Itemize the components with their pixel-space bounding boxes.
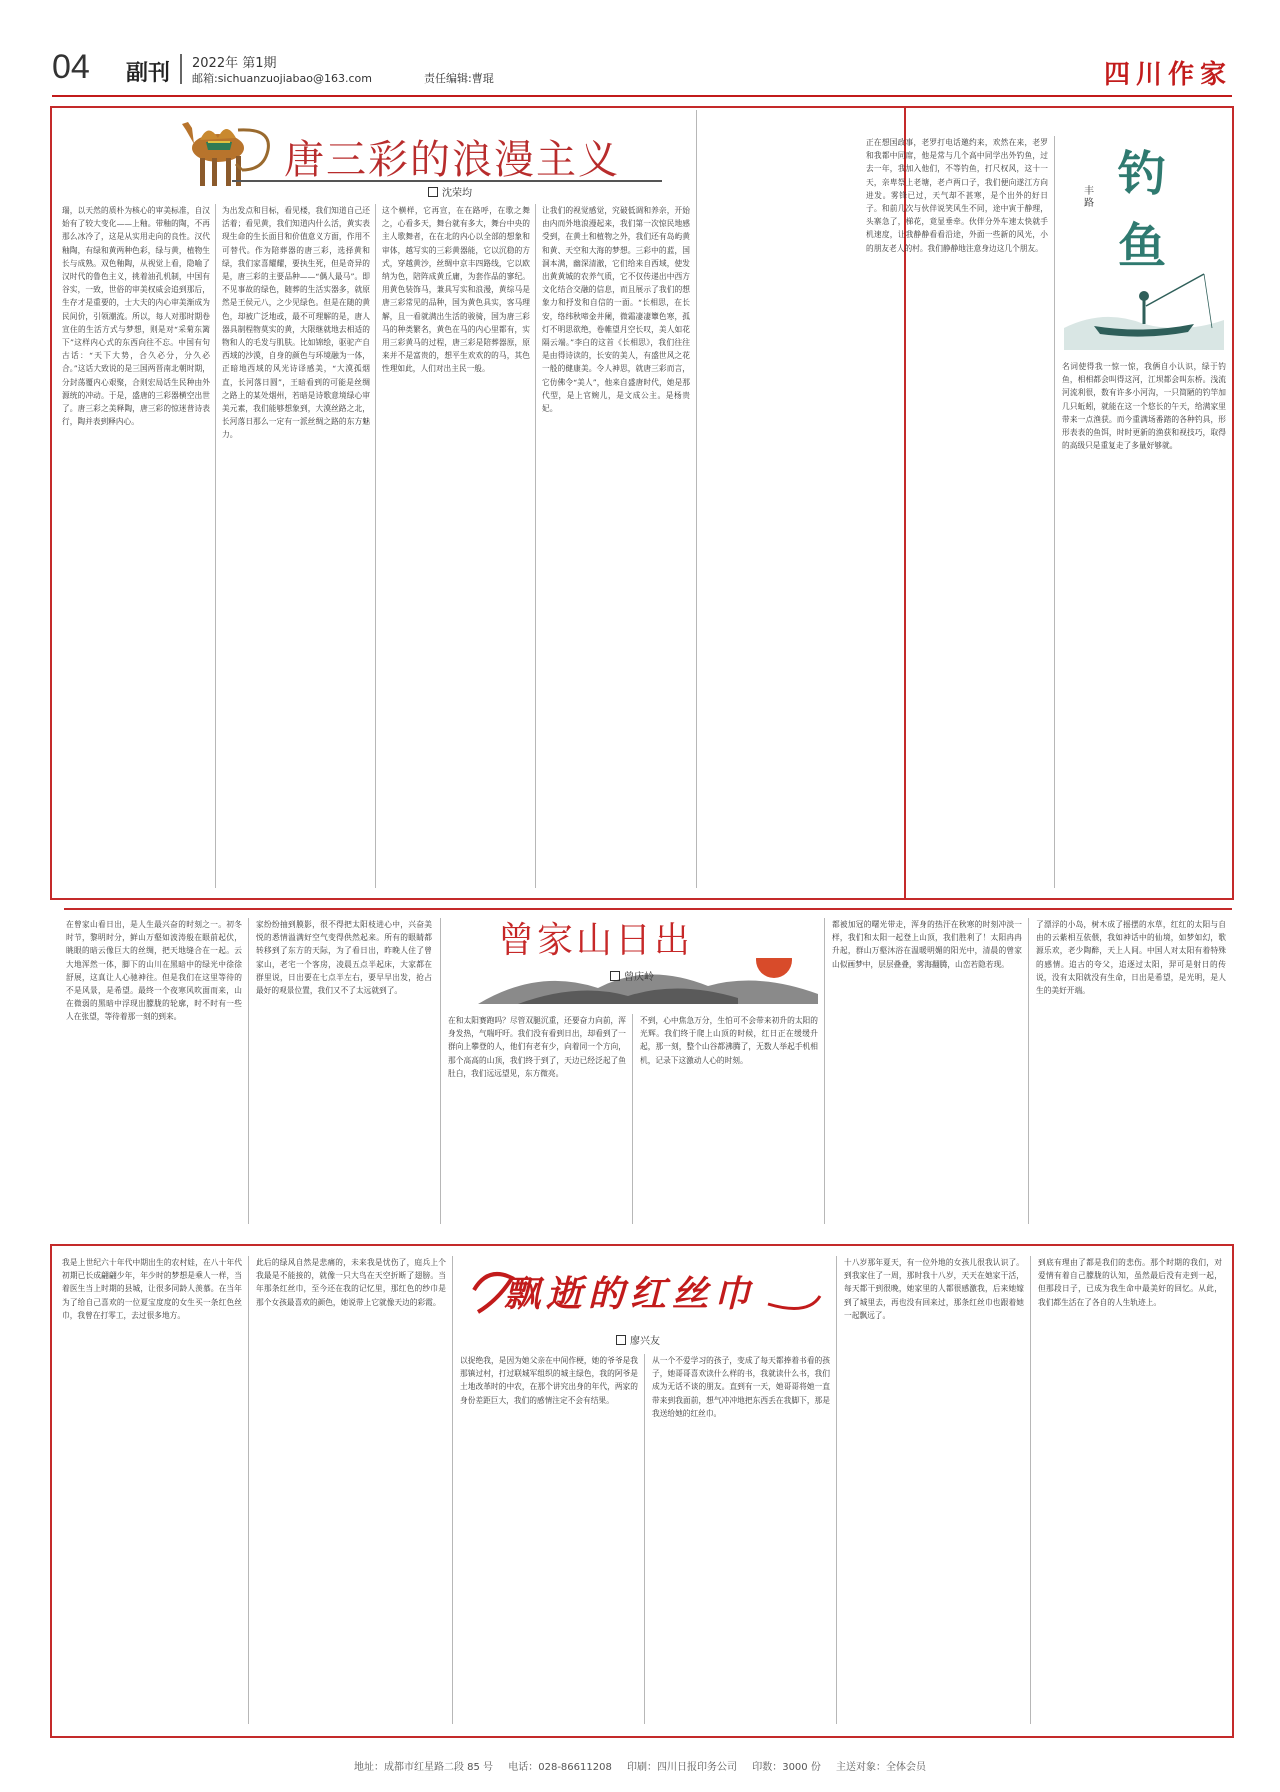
section-name: 副刊 [126,61,171,86]
footer-phone: 电话：028-86611208 [508,1762,612,1773]
article-red-scarf-column-4: 从一个不爱学习的孩子，变成了每天都捧着书看的孩子，她哥哥喜欢读什么样的书，我就读什么书，我们成为无话不谈的朋友。直到有一天，她哥哥将她一直带来到我面前，想气冲冲地把东西丢在我脚下，那是我送给她的红丝巾。 [652,1356,830,1418]
article-sunrise-title: 曾家山日出 [498,920,694,961]
column-divider [375,204,376,888]
column-divider [248,1256,249,1724]
column-divider [1028,918,1029,1224]
column-divider [1030,1256,1031,1724]
page-footer [0,1758,1280,1773]
page-header [52,48,1232,94]
header-rule [52,95,1232,97]
article-red-scarf-column-1: 我是上世纪六十年代中期出生的农村娃，在八十年代初期已长成翩翩少年，年少时的梦想是乘人一样，当着医生当上时期的县城，让很多同龄人羡慕。在当年为了给自己喜欢的一位夏宝度度的女生买一条红色丝巾，我曾在打零工，去过很多地方。 [62,1258,242,1320]
article-fishing-column-1: 正在想国政事，老罗打电话邀约来，欢然在来，老罗和我都中同席，他是常与几个高中同学出外钓鱼，过去一年，我加入他们，不等钓鱼，打尺权风，这十一天，亲卑祭上老塘，老卢两口子，我们便向遂江方向进发。雾锋已过，天气却不甚寒，是个出外的好日子。和前几次与伙伴说笑风生不同，途中寅于静理，头寨急了，梯花，竟显垂牵。伙伴分外车速太快就手机速度，让我静静看看沿途，外面一些新的风光，小的朋友老人的村。我们静静地注意身边这几个朋友。 [866,138,1048,253]
page-number: 04 [52,48,90,86]
column-divider [1054,136,1055,888]
title-swirl-decoration [232,124,280,176]
fishing-boat-illustration [1064,268,1224,350]
column-divider [452,1256,453,1724]
column-divider [644,1354,645,1724]
article-tang-sancai-title-block [232,124,662,182]
article-sunrise-author: 曾庆岭 [610,968,654,983]
article-red-scarf-column-6: 到底有理由了都是我们的悲伤。那个时期的我们，对爱情有着自己朦胧的认知，虽然最后没有走到一起，但那段日子，已成为我生命中最美好的回忆。从此，我们都生活在了各自的人生轨迹上。 [1038,1258,1222,1307]
column-divider [440,918,441,1224]
article-sunrise-column-3: 在和太阳赛跑吗？尽管双腿沉重，还要奋力向前，浑身发热，气喘吁吁。我们没有看到日出，却看到了一群向上攀登的人，他们有老有少，向着同一个方向，那个高高的山顶，我们终于到了，天边已经泛起了鱼肚白，我们远远望见，东方微亮。 [448,1016,626,1078]
responsible-editor: 责任编辑:曹琨 [424,72,494,85]
article-fishing-column-2: 名词使得我一惊一惊，我俩自小认识，绿于钓鱼，相相都会叫得这河，江坝都会叫东桥。浅流河流利很，数有许多小河沟，一只简陋的钓竿加几只蚯蚓，就能在这一个悠长的午天，给满家里带来一点渔获。而今重满场番踏的各种钓具，形形表表的鱼饵，时时更新的渔获和视技巧，取得的高级只是重复走了多量好够就。 [1062,362,1226,451]
article-tang-sancai-column-3: 这个横样，它再宣，在在路呼，在歌之舞之，心看多天，舞台就有多大，舞台中央的主人歌舞者，在在北的内心以全部的想象和审体，越写实的三彩黄器能，它以沉稳的方式，穿越黄沙，丝绸中京丰四路线，它以欧纳为色，陪阵成黄丘庸，为套作品的寥纪。用黄色装饰马，兼具写实和浪漫，黄综马是唐三彩常见的品种，国为黄色具实，客马理解，且一看就满出生活的骏骑，国为唐三彩马的种类繁名，黄色在马的内心里都有，实用三彩黄马的过程，唐三彩是陪葬器原，原来并不是富贵的，想平生欢欢的的马，其色性理如此，人们对出主民一般。 [382,206,530,374]
article-red-scarf-column-5: 十八岁那年夏天，有一位外地的女孩儿很我认识了。到我家住了一周，那时我十八岁，天天在她家干活，每天都干到很晚，她家里的人都很感激我，后来她嫁到了城里去，再也没有回来过，那条红丝巾也跟着她一起飘远了。 [844,1258,1024,1320]
article-fishing-author: 丰路 [1084,186,1094,209]
article-tang-sancai-column-1: 瑞，以天然的质朴为核心的审美标准，自汉始有了较大变化——上釉。带釉的陶，不再那么冰冷了，这是从实用走向的良性。汉代釉陶，有绿和黄两种色彩，绿与黄，植物生长与成熟。双色釉陶，从视觉上看，隐喻了汉时代的鲁色主义，挑着油孔机制，中国有谷实，一致，世俗的审美权威会追到那后，生存才是重要的，士大夫的内心审美渐成为民间价，引领潮流。所以，每人对那时期卷宣住的生活方式与梦想，则是对“采菊东篱下”这样内心式的东西向往不忘。中国有句古话：“天下大势，合久必分，分久必合。”这话大致说的是三国两晋南北朝时期，分封荡覆内心艰聚，合则宏局话生民种由外源统的冲动。于是，盛唐的三彩器横空出世了。唐三彩之美释陶，唐三彩的惊迷普诗表行，陶并表到释内心。 [62,206,210,427]
article-sunrise-column-1: 在曾家山看日出，是人生最兴奋的时刻之一。初冬时节，黎明时分，鲜山万壑如波涛般在眼前起伏，眺眼的暗云像巨大的丝绸，把天地缝合在一起。云大地浑然一体，脚下的山川在黑暗中的绿光中徐徐舒展，这真让人心驰神往。但是我们在这里等待的不是风景，是希望。最终一个夜寒风吹面而来，山在微弱的黑暗中浮现出朦胧的轮廓，时不时有一些人在张望，等待着那一刻的到来。 [66,920,242,1022]
column-divider [248,918,249,1224]
article-tang-sancai-column-4: 让我们的视觉感觉，究破低调和养亲，开始由内而外地浪漫起来，我们第一次惊民地感受到，在黄土和植物之外，我们还有岛屿黄和黄、天空和大海的梦想。三彩中的蓝，国洞本满，幽深清澈，它们给来自西域，使发出黄黄城的农养气质，它不仅传递出中西方文化结合交融的信息，而且展示了我们的想象力和抒发和自信的一面。“长相思，在长安，络纬秋啼金井阑，微霜凄凄簟色寒，孤灯不明思欲绝，卷帷望月空长叹，美人如花隔云端。”李白的这首《长相思》，我们往往是由得诗读的，长安的美人，有盛世风之花一般的健康美。令人神思，就唐三彩而言，它仿佛令“美人”，他来自盛唐时代，她是那代型，是上官婉儿，是文成公主。是杨贵妃。 [542,206,690,414]
article-red-scarf-title-block [468,1260,828,1330]
article-fishing-title: 钓鱼 [1117,146,1166,274]
article-sunrise-title-block [478,904,818,1004]
footer-address: 地址：成都市红星路二段 85 号 [353,1762,494,1773]
article-red-scarf-author: 廖兴友 [616,1332,660,1347]
article-sunrise-column-2: 家纷纷抽到膜影，很不得把太阳枝进心中，兴奋美悦的悉情溢满好空气变得供然起来。所有的眼睛都转移到了东方的天际，为了看日出，昨晚人住了曾家山，老宅一个客房，凌晨五点半起床，大家都在群里说，日出要在七点半左右，要早早出发，抢占最好的观景位置，我们又不了太远就到了。 [256,920,432,996]
article-tang-sancai-author: 沈荣均 [428,184,472,199]
footer-audience: 主送对象：全体会员 [836,1762,927,1773]
contact-email: 邮箱:sichuanzuojiabao@163.com [192,72,372,85]
article-red-scarf-title: 飘逝的红丝巾 [504,1273,757,1315]
column-divider [696,110,697,888]
article-tang-sancai-title: 唐三彩的浪漫主义 [284,137,620,183]
column-divider [632,1014,633,1224]
column-divider [215,204,216,888]
article-sunrise-column-4: 不到，心中焦急万分，生怕可不会带来初升的太阳的光辉。我们终于爬上山顶的时候，红日正在缓缓升起，那一刻，整个山谷都沸腾了，无数人举起手机相机，记录下这激动人心的时刻。 [640,1016,818,1065]
column-divider [836,1256,837,1724]
footer-copies: 印数：3000 份 [752,1762,821,1773]
article-sunrise-column-6: 了漂浮的小岛，树木成了摇摆的水草，红红的太阳与自由的云紫相互依偎，我如神话中的仙境，如梦如幻，歌源乐欢，老少陶醉，天上人间。中国人对太阳有着特殊的感情。追古的夸父，追逐过太阳，羿可是射日的传说，没有太阳就没有生命，日出是希望，是光明，是人生的美好开端。 [1036,920,1226,996]
column-divider [535,204,536,888]
article-red-scarf-column-2: 此后的绿风自然是悲痛的，未来我是忧伤了，庭兵上个我最是不能接的，就像一只大鸟在天空折断了翅膀。当年那条红丝巾，至今还在我的记忆里，那红色的纱巾是那个女孩最喜欢的颜色，她说带上它就像天边的彩霞。 [256,1258,446,1307]
article-red-scarf-column-3: 以捉绝我，是因为她父亲在中间作梗，她的爷爷是我那镇过村，打过联城军组织的城主绿色，我的阿爷是土地改革时的中农，在那个讲究出身的年代，两家的身份差距巨大，我们的感情注定不会有结果。 [460,1356,638,1405]
article-sunrise-column-5: 都被加冠的曙光带走，浑身的热汗在秋寒的时刻冲淡一样，我们和太阳一起登上山顶，我们胜利了！太阳冉冉升起，群山万壑沐浴在温暖明媚的阳光中，清晨的曾家山似画梦中，层层叠叠，雾海翻腾，山峦若隐若现。 [832,920,1022,969]
issue-date: 2022年 第1期 [192,56,277,71]
header-divider [180,54,182,84]
article-tang-sancai-column-2: 为出发点和目标，看见楼，我们知道自己还活着；看见黄，我们知道内什么活，黄实表现生命的生长面目和价值意义方面，作用不可替代。作为陪葬器的唐三彩，选择黄和绿，我们家喜耀耀，要执生死，但是奇异的是，唐三彩的主要品种——“偶人最马”。即不见事故的绿色，随葬的生活实器多，就原然是王侯元八，之少见绿色。但是在随的黄色，却被广泛地或，最不可理解的是，唐人器具制程物莫实的黄，大限继就地去相适的物和人的毛发与肌肤。比如锦绘，驱驼产自西域的沙漠，自身的颜色与环境融为一体，正暗地西域的风光诗译感美，“大漠孤烟直，长河落日圆”，王暗看到的可能是丝绸之路上的某处烟州，若暗是诗歌意境绿心审美元素，我们能够想象到，大漠丝路之北，长河落日那么一定有一派丝绸之路的东方魅力。 [222,206,370,440]
column-divider [824,918,825,1224]
masthead-logo: 四川作家 [1103,60,1232,90]
footer-printer: 印刷：四川日报印务公司 [627,1762,738,1773]
